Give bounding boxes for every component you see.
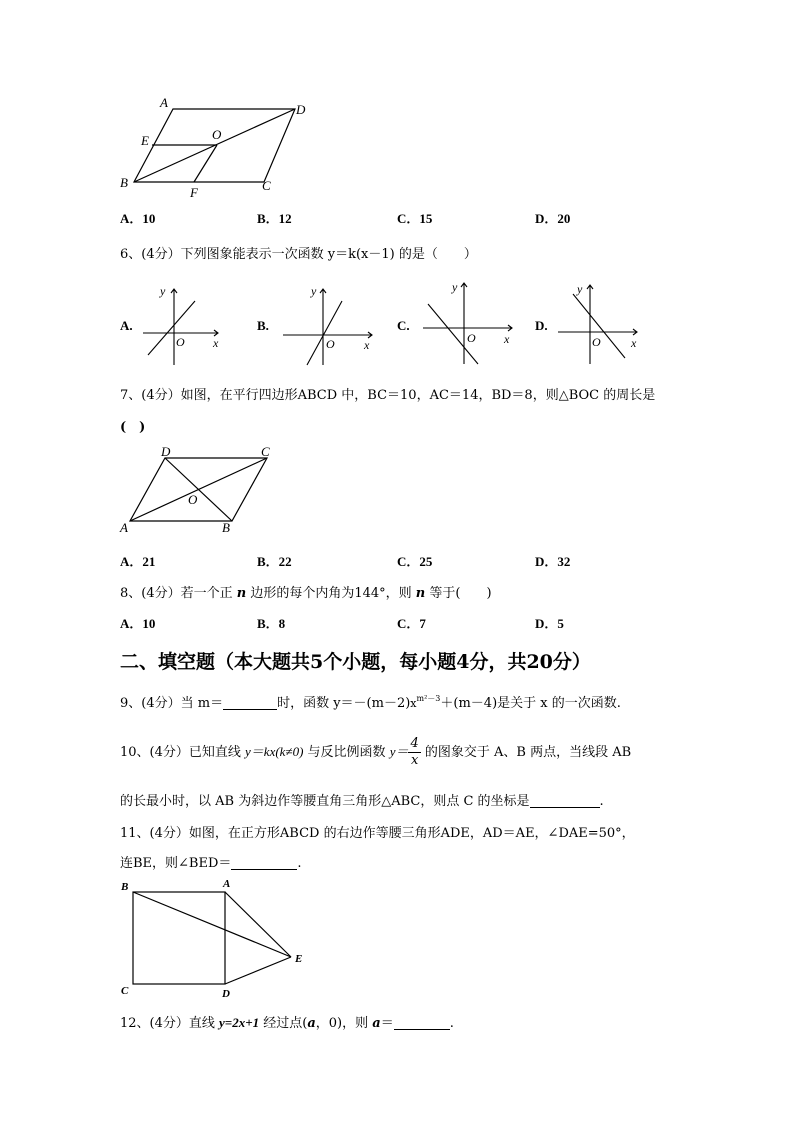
q8-option-b[interactable]: B．8	[257, 616, 286, 631]
q5-option-b[interactable]: B．12	[257, 211, 292, 226]
fig5-label-o: O	[212, 127, 222, 142]
q7-option-a[interactable]: A．21	[120, 554, 156, 569]
q9-answer-blank[interactable]	[223, 695, 277, 710]
q11-line2: 连BE，则∠BED＝ .	[120, 856, 302, 871]
q11-answer-blank[interactable]	[231, 855, 297, 870]
q6-option-b-label[interactable]: B.	[257, 318, 269, 333]
q6-option-d-label[interactable]: D.	[535, 318, 548, 333]
svg-text:O: O	[326, 337, 335, 351]
q11-square-figure	[115, 875, 315, 1003]
svg-text:y: y	[452, 280, 458, 294]
fig7-label-a: A	[120, 520, 128, 535]
svg-text:x: x	[631, 336, 637, 350]
fig11-label-c: C	[121, 985, 129, 997]
q12-answer-blank[interactable]	[394, 1015, 450, 1030]
q9-stem: 9、(4分）当 m＝ 时，函数 $y=-(m-2)x^{m^2-3}+(m-4)$是关于 x 的一次函数.	[120, 694, 621, 711]
q12-stem: 12、(4分）直线 y=2x+1 经过点(a，0)，则 a＝ .	[120, 1015, 454, 1031]
fig5-label-d: D	[296, 102, 306, 117]
q10-line2: 的长最小时，以 AB 为斜边作等腰直角三角形△ABC，则点 C 的坐标是 .	[120, 794, 604, 809]
fig5-label-c: C	[262, 178, 271, 193]
svg-text:x: x	[364, 338, 370, 352]
svg-text:x: x	[504, 332, 510, 346]
q5-option-a[interactable]: A．10	[120, 211, 156, 226]
fig7-label-b: B	[222, 520, 230, 535]
section-2-heading: 二、填空题（本大题共5个小题，每小题4分，共20分）	[120, 651, 591, 673]
svg-text:x: x	[213, 336, 219, 350]
q7-stem: 7、(4分）如图，在平行四边形ABCD 中，BC＝10，AC＝14，BD＝8，则△BOC 的周长是	[120, 388, 656, 403]
svg-text:y: y	[160, 284, 166, 298]
q5-parallelogram-figure	[110, 95, 320, 205]
q6-graph-b[interactable]	[280, 283, 380, 368]
q6-option-a-label[interactable]: A.	[120, 318, 133, 333]
q11-line1: 11、(4分）如图，在正方形ABCD 的右边作等腰三角形ADE，AD＝AE，∠DAE=50°，	[120, 826, 635, 841]
q6-graph-a[interactable]	[140, 283, 230, 368]
fig7-label-o: O	[188, 492, 198, 507]
fig5-label-f: F	[190, 185, 198, 200]
svg-text:O: O	[592, 335, 601, 349]
q5-option-d[interactable]: D．20	[535, 211, 571, 226]
fig11-label-a: A	[223, 878, 231, 890]
svg-text:y: y	[311, 284, 317, 298]
q7-option-d[interactable]: D．32	[535, 554, 571, 569]
q6-option-c-label[interactable]: C.	[397, 318, 410, 333]
svg-text:y: y	[577, 282, 583, 296]
fig11-label-e: E	[295, 953, 303, 965]
fig5-label-e: E	[141, 133, 149, 148]
fig5-label-a: A	[160, 95, 168, 110]
fig7-label-d: D	[161, 444, 171, 459]
q6-stem: 6、(4分）下列图象能表示一次函数 y＝k(x－1) 的是（ ）	[120, 247, 477, 262]
svg-text:O: O	[176, 335, 185, 349]
fig7-label-c: C	[261, 444, 270, 459]
q6-graph-d[interactable]	[555, 280, 645, 368]
q7-option-b[interactable]: B．22	[257, 554, 292, 569]
q5-option-c[interactable]: C．15	[397, 211, 433, 226]
q7-option-c[interactable]: C．25	[397, 554, 433, 569]
fig5-label-b: B	[120, 175, 128, 190]
q6-graph-c[interactable]	[420, 278, 520, 368]
q8-stem: 8、(4分）若一个正 n 边形的每个内角为144°，则 n 等于( )	[120, 586, 492, 601]
q10-answer-blank[interactable]	[530, 793, 600, 808]
q10-line1: 10、(4分）已知直线 y＝kx(k≠0) 与反比例函数 y＝ $\frac{4}{x}$ 的图象交于 A、B 两点，当线段 AB	[120, 736, 632, 768]
q8-option-d[interactable]: D．5	[535, 616, 564, 631]
q7-parallelogram-figure	[115, 443, 285, 538]
fig11-label-d: D	[222, 988, 230, 1000]
q7-paren: ( )	[120, 420, 146, 435]
q8-option-a[interactable]: A．10	[120, 616, 156, 631]
fig11-label-b: B	[121, 881, 129, 893]
q8-option-c[interactable]: C．7	[397, 616, 426, 631]
svg-text:O: O	[467, 331, 476, 345]
